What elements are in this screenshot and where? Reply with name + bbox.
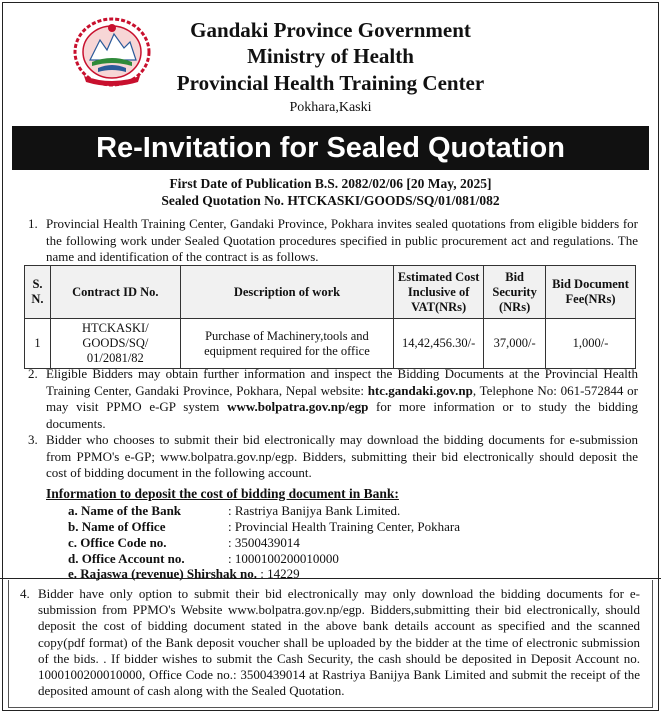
office-name: Provincial Health Training Center	[176, 71, 485, 95]
bank-item	[68, 519, 165, 535]
cell-description: Purchase of Machinery,tools and equipment required for the office	[180, 319, 393, 369]
para2-text-b: , Telephone No: 061-572844 or may visit PPMO e-GP system	[46, 382, 638, 414]
bank-item-label: a. Name of the Bank	[68, 503, 182, 518]
cell-bid-security: 37,000/-	[484, 319, 546, 369]
col-bid-security: Bid Security (NRs)	[484, 266, 546, 319]
para2-text	[46, 366, 638, 432]
para2-number: 2.	[28, 366, 38, 381]
office-location: Pokhara,Kaski	[289, 100, 372, 115]
bank-item-value: : Provincial Health Training Center, Pokhara	[228, 519, 461, 534]
bank-item	[68, 535, 167, 551]
bank-item-label: e. Rajaswa (revenue) Shirshak no.	[68, 566, 257, 581]
para2-text-c: for more information or to study the bidding documents.	[46, 399, 639, 431]
quotation-number: Sealed Quotation No. HTCKASKI/GOODS/SQ/01/081/082	[161, 193, 500, 208]
bank-info-title: Information to deposit the cost of bidding document in Bank:	[46, 486, 399, 501]
para1-text: Provincial Health Training Center, Gandaki Province, Pokhara invites sealed quotations from eligible bidders for the following work under Sealed Quotation procedures specified in public procurement act and regulations. The name and identification of the contract is as follows.	[46, 216, 638, 264]
notice-title-banner: Re-Invitation for Sealed Quotation	[12, 126, 649, 170]
para3-text: Bidder who chooses to submit their bid electronically may download the bidding documents for e-submission from PPMO's e-GP; www.bolpatra.gov.np/egp. Bidders, submitting their bid electronically should deposit the cost of bidding document in the following account.	[46, 432, 638, 480]
para4-number: 4.	[20, 586, 30, 601]
cell-contract-id: HTCKASKI/ GOODS/SQ/ 01/2081/82	[50, 319, 180, 369]
egp-link[interactable]: www.bolpatra.gov.np/egp	[227, 399, 369, 414]
government-name: Gandaki Province Government	[190, 18, 471, 42]
col-description: Description of work	[180, 266, 393, 319]
col-contract-id: Contract ID No.	[50, 266, 180, 319]
col-sn: S. N.	[25, 266, 51, 319]
para4-text: Bidder have only option to submit their bid electronically may only download the bidding documents for e-submission from PPMO's Website www.bolpatra.gov.np/egp. Bidders,submitting their bid electronically, should deposit the cost of bidding document stated in the above bank details account as specified and the scanned copy(pdf format) of the Bank deposit voucher shall be uploaded by the bidder at the time of electronic submission of the bids. . If bidder wishes to submit the Cash Security, the cash should be deposited in Deposit Account no. 1000100200010000, Office Code no.: 3500439014 at Rastriya Banijya Bank Limited and submit the receipt of the deposited amount of cash along with the Sealed Quotation.	[38, 586, 640, 699]
ministry-name: Ministry of Health	[247, 44, 414, 68]
para1-number: 1.	[28, 216, 38, 231]
cell-document-fee: 1,000/-	[546, 319, 636, 369]
bank-item	[68, 551, 185, 567]
para3-number: 3.	[28, 432, 38, 447]
contract-table	[24, 265, 636, 369]
table-header-row	[25, 266, 636, 319]
bank-item-value: : 1000100200010000	[228, 551, 339, 566]
para2-text-a: Eligible Bidders may obtain further information and inspect the Bidding Documents at the Provincial Health Training Center, Gandaki Province, Pokhara, Nepal website:	[46, 366, 638, 398]
publication-date: First Date of Publication B.S. 2082/02/06 [20 May, 2025]	[169, 176, 492, 191]
bank-item-label: b. Name of Office	[68, 519, 166, 534]
bank-item-value: : 14229	[260, 566, 300, 581]
website-link[interactable]: htc.gandaki.gov.np	[367, 382, 473, 398]
cell-sn: 1	[25, 319, 51, 369]
bank-item-label: d. Office Account no.	[68, 551, 185, 566]
bank-item	[68, 503, 181, 519]
cell-estimated-cost: 14,42,456.30/-	[394, 319, 484, 369]
bank-item-value: : Rastriya Banijya Bank Limited.	[228, 503, 401, 518]
table-row	[25, 319, 636, 369]
col-document-fee: Bid Document Fee(NRs)	[546, 266, 636, 319]
bank-item-value: : 3500439014	[228, 535, 300, 550]
section-divider	[0, 578, 661, 579]
bank-item-label: c. Office Code no.	[68, 535, 167, 550]
col-estimated-cost: Estimated Cost Inclusive of VAT(NRs)	[394, 266, 484, 319]
